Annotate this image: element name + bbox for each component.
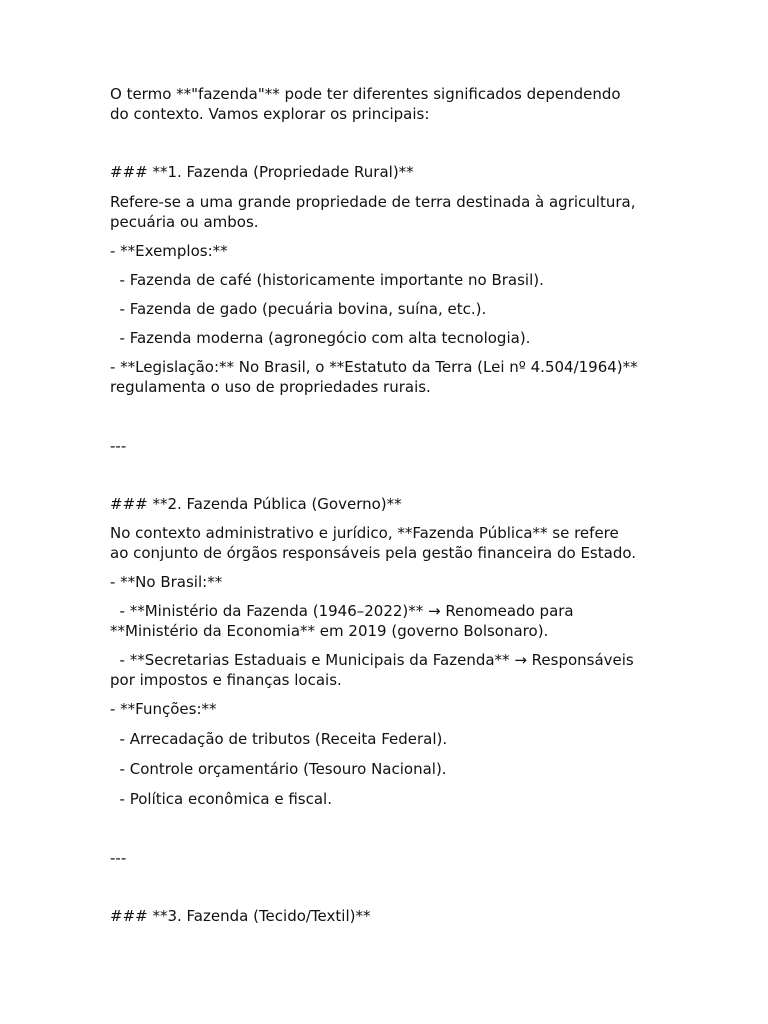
list-item-line: - **Secretarias Estaduais e Municipais da Fazenda** → Responsáveis [110, 651, 634, 669]
intro-line: do contexto. Vamos explorar os principais: [110, 105, 430, 123]
description-line: Refere-se a uma grande propriedade de terra destinada à agricultura, [110, 193, 636, 211]
list-item: - Política econômica e fiscal. [110, 790, 332, 808]
legislation-paragraph [110, 357, 670, 397]
legislation-line: - **Legislação:** No Brasil, o **Estatuto da Terra (Lei nº 4.504/1964)** [110, 358, 638, 376]
section-heading: ### **2. Fazenda Pública (Governo)** [110, 495, 402, 513]
description-line: pecuária ou ambos. [110, 213, 259, 231]
funcoes-label: - **Funções:** [110, 700, 217, 718]
list-item-line: **Ministério da Economia** em 2019 (governo Bolsonaro). [110, 622, 549, 640]
description-line: No contexto administrativo e jurídico, **Fazenda Pública** se refere [110, 524, 619, 542]
separator: --- [110, 437, 127, 455]
list-item: - Fazenda moderna (agronegócio com alta tecnologia). [110, 329, 531, 347]
legislation-line: regulamenta o uso de propriedades rurais. [110, 378, 431, 396]
list-item: - Arrecadação de tributos (Receita Federal). [110, 730, 448, 748]
section-description [110, 523, 670, 563]
intro-paragraph [110, 84, 670, 124]
secretarias-item [110, 650, 670, 690]
document-body [110, 84, 670, 926]
list-item-line: - **Ministério da Fazenda (1946–2022)** → Renomeado para [110, 602, 574, 620]
section-heading: ### **3. Fazenda (Tecido/Textil)** [110, 907, 371, 925]
list-item: - Controle orçamentário (Tesouro Nacional). [110, 760, 447, 778]
description-line: ao conjunto de órgãos responsáveis pela gestão financeira do Estado. [110, 544, 637, 562]
section-heading: ### **1. Fazenda (Propriedade Rural)** [110, 163, 414, 181]
ministerio-item [110, 601, 670, 641]
separator: --- [110, 849, 127, 867]
intro-line: O termo **"fazenda"** pode ter diferentes significados dependendo [110, 85, 621, 103]
list-item: - Fazenda de café (historicamente importante no Brasil). [110, 271, 544, 289]
list-item: - Fazenda de gado (pecuária bovina, suína, etc.). [110, 300, 487, 318]
list-item-line: por impostos e finanças locais. [110, 671, 342, 689]
brasil-label: - **No Brasil:** [110, 573, 223, 591]
examples-label: - **Exemplos:** [110, 242, 228, 260]
section-description [110, 192, 670, 232]
